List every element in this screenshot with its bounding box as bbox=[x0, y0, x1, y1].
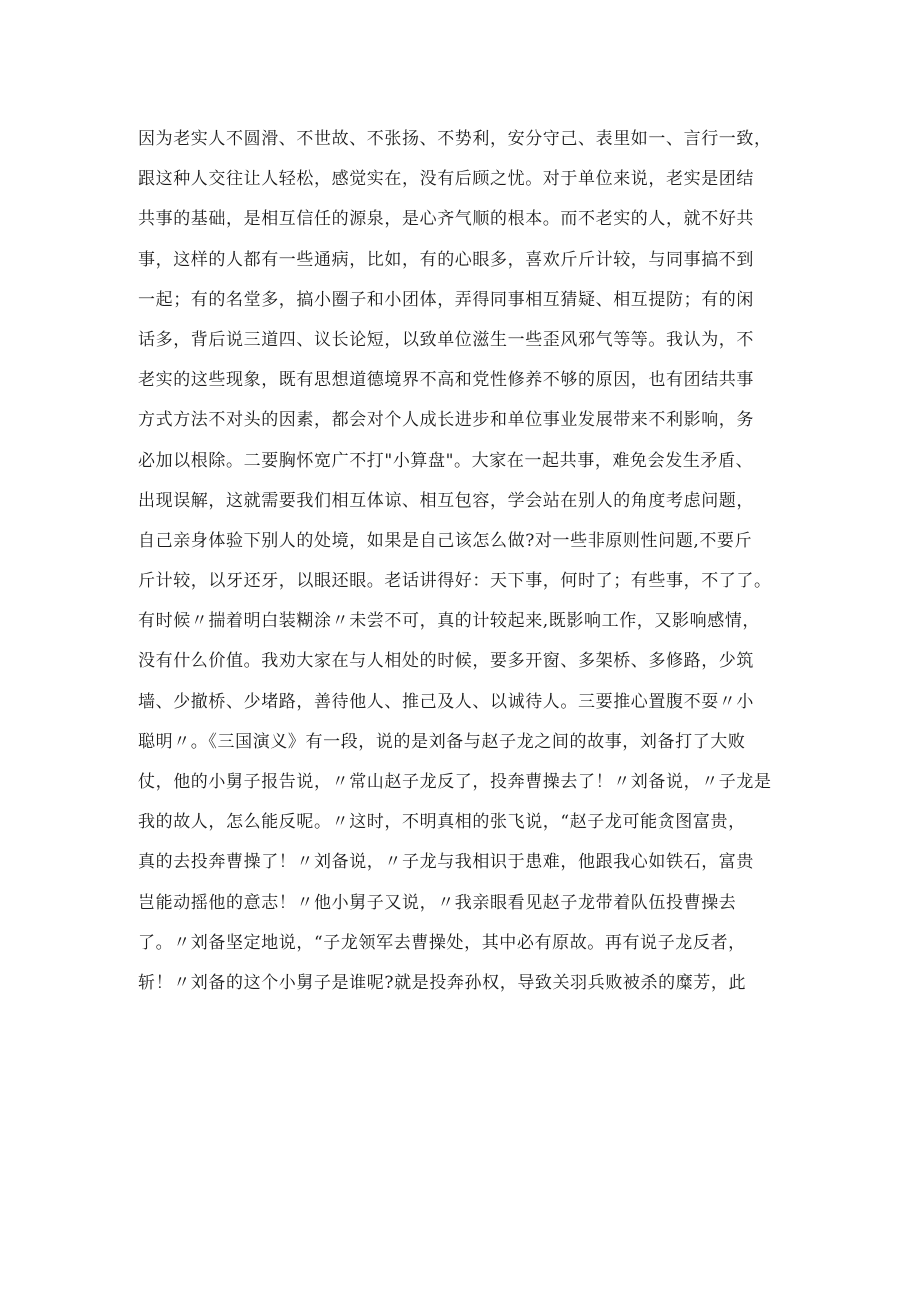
text-line: 真的去投奔曹操了！〃刘备说，〃子龙与我相识于患难，他跟我心如铁石，富贵 bbox=[138, 852, 754, 873]
text-line: 必加以根除。二要胸怀宽广不打"小算盘"。大家在一起共事，难免会发生矛盾、 bbox=[138, 450, 754, 471]
text-line: 自己亲身体验下别人的处境，如果是自己该怎么做?对一些非原则性问题,不要斤 bbox=[138, 530, 753, 551]
text-line: 老实的这些现象，既有思想道德境界不高和党性修养不够的原因，也有团结共事 bbox=[138, 370, 754, 391]
text-line: 出现误解，这就需要我们相互体谅、相互包容，学会站在别人的角度考虑问题， bbox=[138, 490, 754, 511]
text-line: 岂能动摇他的意志！〃他小舅子又说，〃我亲眼看见赵子龙带着队伍投曹操去 bbox=[138, 892, 737, 913]
text-line: 一起；有的名堂多，搞小圈子和小团体，弄得同事相互猜疑、相互提防；有的闲 bbox=[138, 289, 754, 310]
text-line: 话多，背后说三道四、议长论短，以致单位滋生一些歪风邪气等等。我认为，不 bbox=[138, 329, 754, 350]
text-line: 斩！〃刘备的这个小舅子是谁呢?就是投奔孙权，导致关羽兵败被杀的糜芳，此 bbox=[138, 972, 747, 993]
text-line: 跟这种人交往让人轻松，感觉实在，没有后顾之忧。对于单位来说，老实是团结 bbox=[138, 169, 754, 190]
text-line: 我的故人，怎么能反呢。〃这时，不明真相的张飞说，“赵子龙可能贪图富贵， bbox=[138, 812, 746, 833]
text-line: 方式方法不对头的因素，都会对个人成长进步和单位事业发展带来不利影响，务 bbox=[138, 410, 754, 431]
text-line: 仗，他的小舅子报告说，〃常山赵子龙反了，投奔曹操去了！〃刘备说，〃子龙是 bbox=[138, 772, 772, 792]
text-line: 墙、少撤桥、少堵路，善待他人、推己及人、以诚待人。三要推心置腹不耍〃小 bbox=[138, 691, 754, 712]
text-line: 斤计较，以牙还牙，以眼还眼。老话讲得好：天下事，何时了；有些事，不了了。 bbox=[138, 571, 772, 592]
text-line: 聪明〃。《三国演义》有一段，说的是刘备与赵子龙之间的故事，刘备打了大败 bbox=[138, 731, 746, 752]
text-line: 没有什么价值。我劝大家在与人相处的时候，要多开窗、多架桥、多修路，少筑 bbox=[138, 651, 754, 672]
text-line: 事，这样的人都有一些通病，比如，有的心眼多，喜欢斤斤计较，与同事搞不到 bbox=[138, 249, 754, 270]
text-line: 有时候〃揣着明白装糊涂〃未尝不可，真的计较起来,既影响工作，又影响感情， bbox=[138, 611, 761, 632]
text-line: 了。〃刘备坚定地说，“子龙领军去曹操处，其中必有原故。再有说子龙反者， bbox=[138, 932, 746, 953]
text-line: 因为老实人不圆滑、不世故、不张扬、不势利，安分守己、表里如一、言行一致， bbox=[138, 129, 772, 149]
body-text bbox=[138, 119, 818, 1003]
text-line: 共事的基础，是相互信任的源泉，是心齐气顺的根本。而不老实的人，就不好共 bbox=[138, 209, 754, 230]
